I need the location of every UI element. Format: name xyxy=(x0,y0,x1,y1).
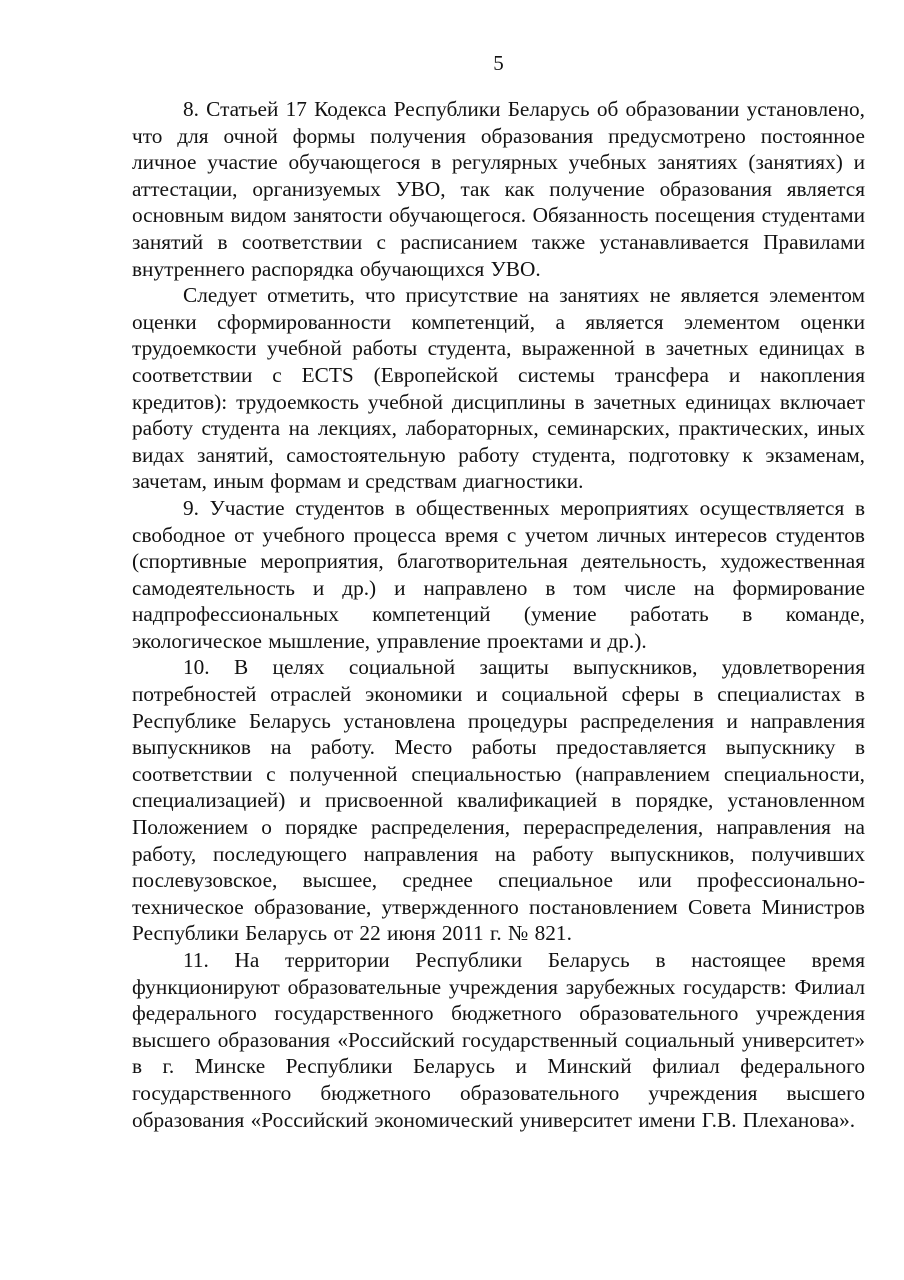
paragraph-item-9: 9. Участие студентов в общественных мероприятиях осуществляется в свободное от учебного процесса время с учетом личных интересов студентов (спортивные мероприятия, благотворительная деятельность, художественная самодеятельность и др.) и направлено в том числе на формирование надпрофессиональных компетенций (умение работать в команде, экологическое мышление, управление проектами и др.). xyxy=(132,495,865,653)
paragraph-item-10: 10. В целях социальной защиты выпускников, удовлетворения потребностей отраслей экономики и социальной сферы в специалистах в Республике Беларусь установлена процедуры распределения и направления выпускников на работу. Место работы предоставляется выпускнику в соответствии с полученной специальностью (направлением специальности, специализацией) и присвоенной квалификацией в порядке, установленном Положением о порядке распределения, перераспределения, направления на работу, последующего направления на работу выпускников, получивших послевузовское, высшее, среднее специальное или профессионально-техническое образование, утвержденного постановлением Совета Министров Республики Беларусь от 22 июня 2011 г. № 821. xyxy=(132,655,865,946)
page-number: 5 xyxy=(493,51,504,75)
paragraph-note-ects: Следует отметить, что присутствие на занятиях не является элементом оценки сформированности компетенций, а является элементом оценки трудоемкости учебной работы студента, выраженной в зачетных единицах в соответствии с ECTS (Европейской системы трансфера и накопления кредитов): трудоемкость учебной дисциплины в зачетных единицах включает работу студента на лекциях, лабораторных, семинарских, практических, иных видах занятий, самостоятельную работу студента, подготовку к экзаменам, зачетам, иным формам и средствам диагностики. xyxy=(132,283,865,494)
document-body xyxy=(132,96,865,1133)
paragraph-item-11: 11. На территории Республики Беларусь в настоящее время функционируют образовательные учреждения зарубежных государств: Филиал федерального государственного бюджетного образовательного учреждения высшего образования «Российский государственный социальный университет» в г. Минске Республики Беларусь и Минский филиал федерального государственного бюджетного образовательного учреждения высшего образования «Российский экономический университет имени Г.В. Плеханова». xyxy=(132,948,865,1132)
paragraph-item-8: 8. Статьей 17 Кодекса Республики Беларусь об образовании установлено, что для очной формы получения образования предусмотрено постоянное личное участие обучающегося в регулярных учебных занятиях (занятиях) и аттестации, организуемых УВО, так как получение образования является основным видом занятости обучающегося. Обязанность посещения студентами занятий в соответствии с расписанием также устанавливается Правилами внутреннего распорядка обучающихся УВО. xyxy=(132,97,865,281)
